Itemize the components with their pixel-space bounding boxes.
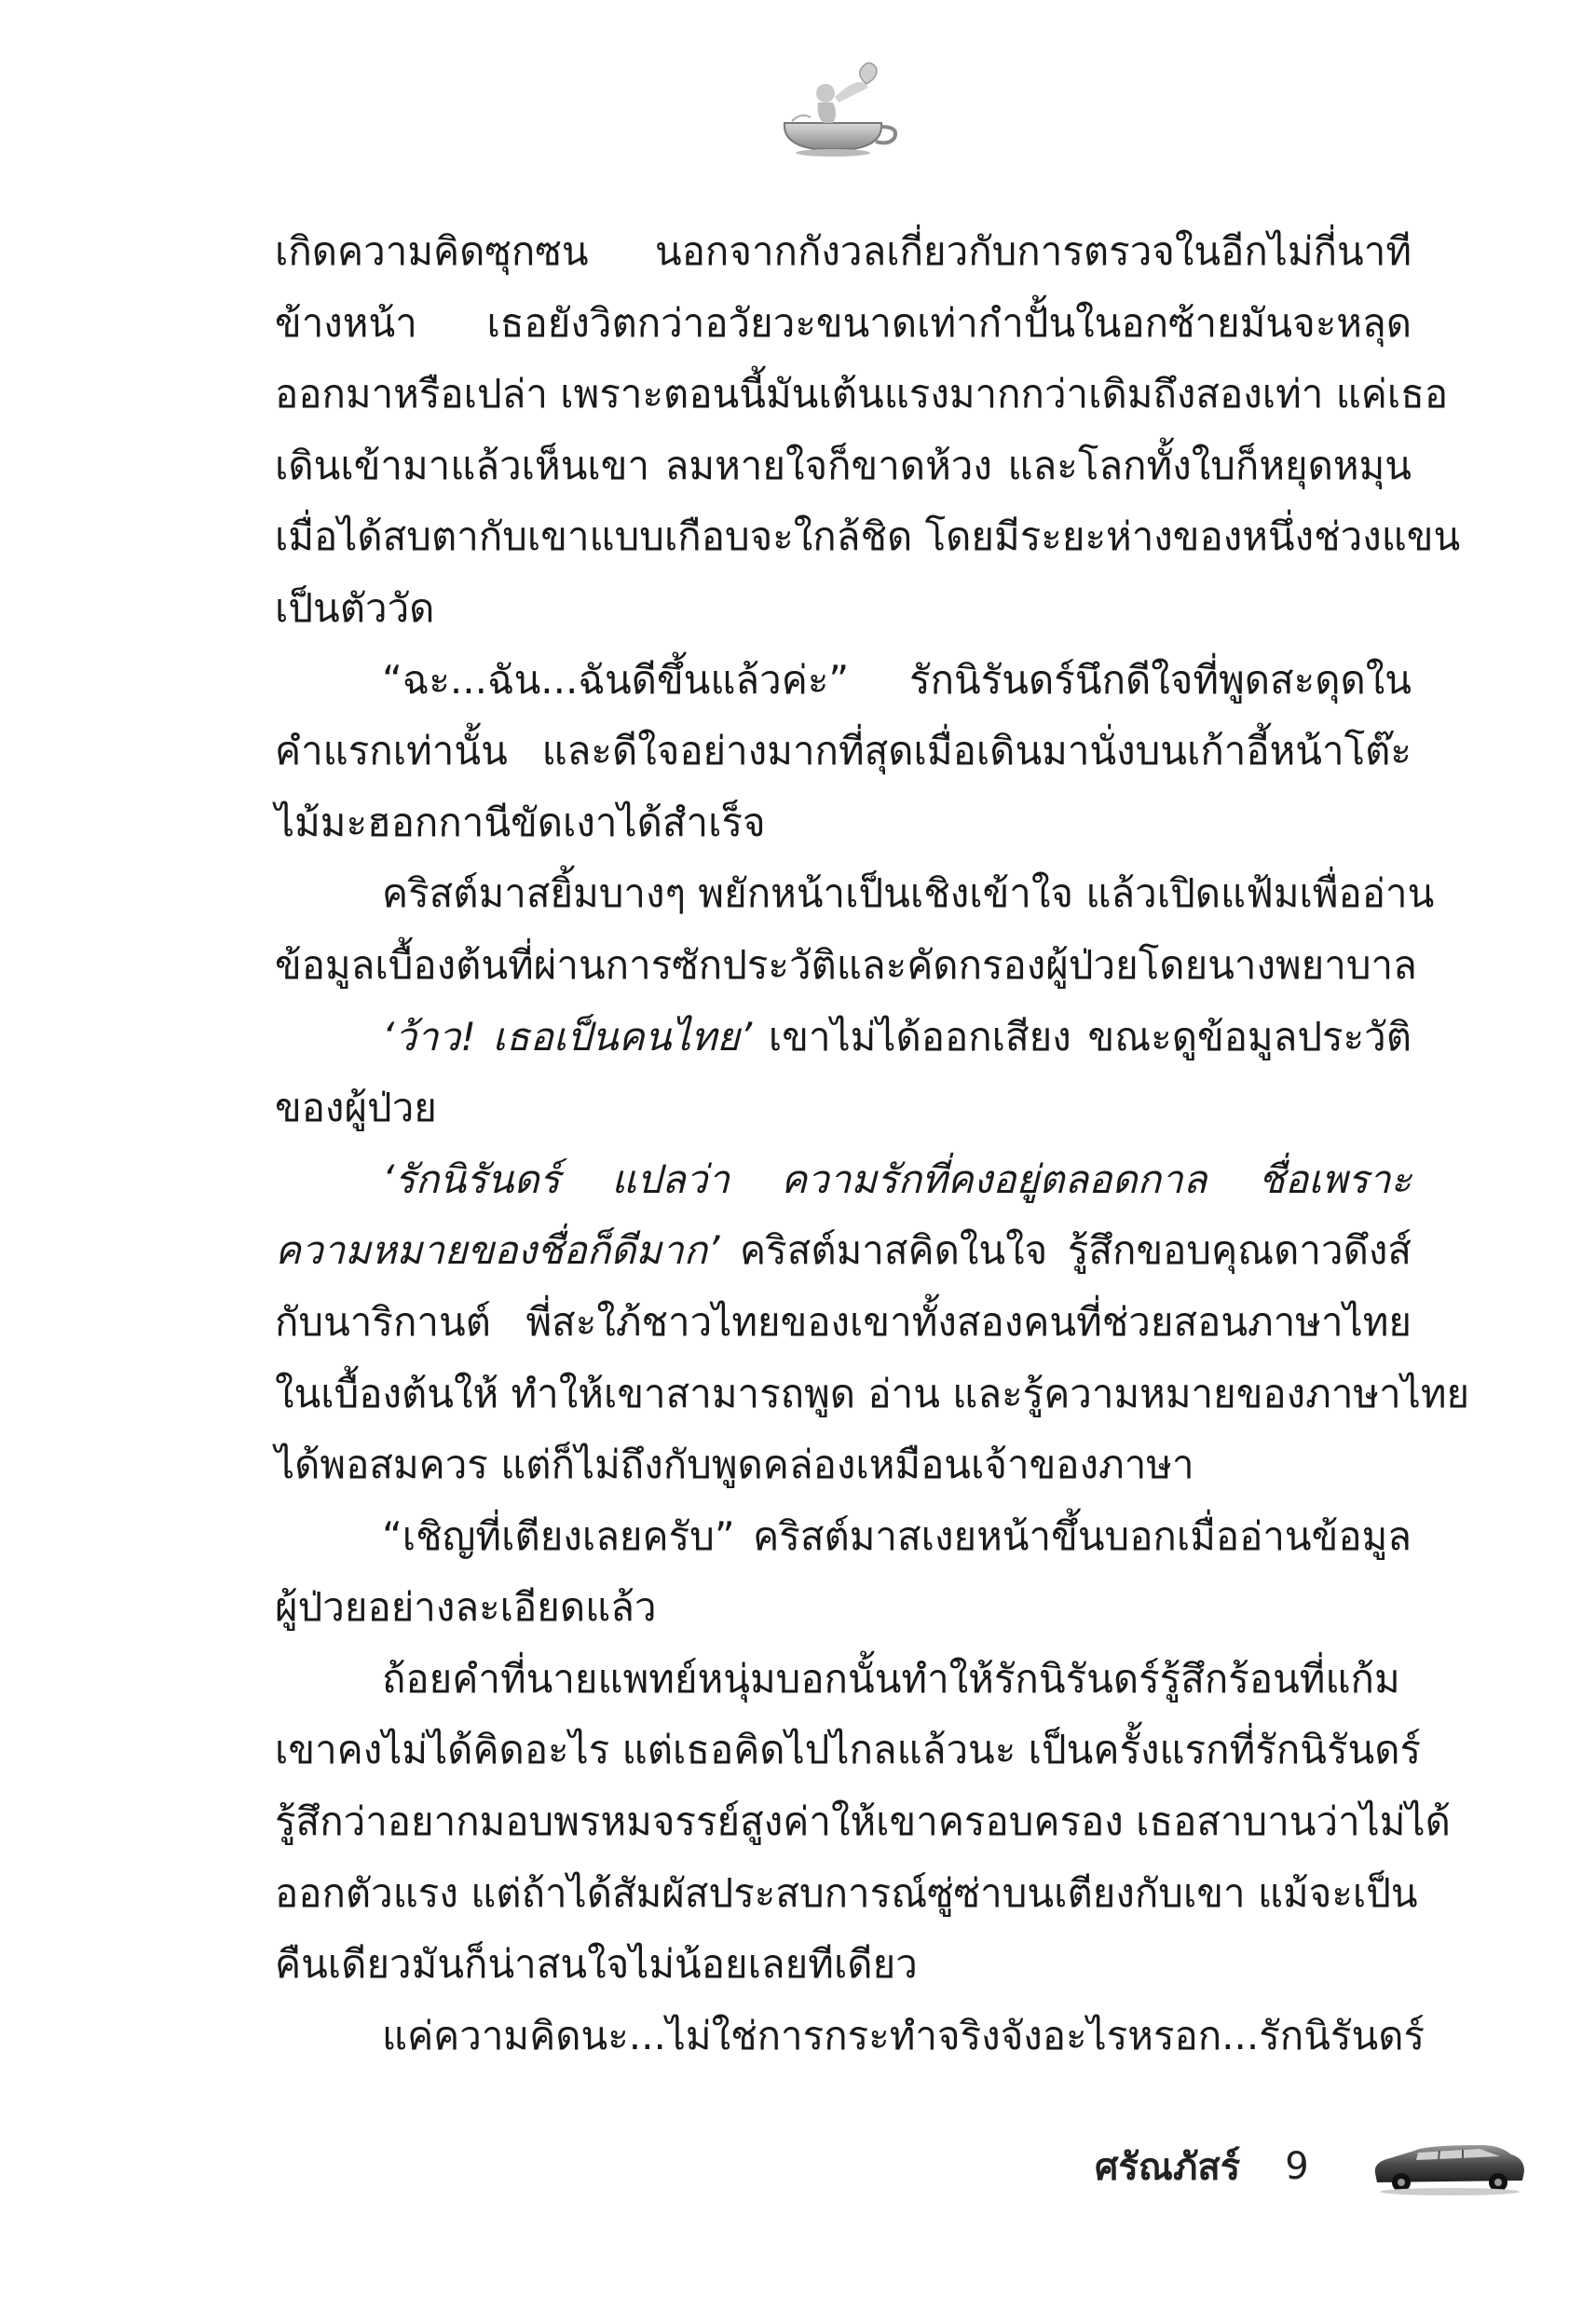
text-line: ของผู้ป่วย	[275, 1085, 437, 1131]
text-line: “ฉะ...ฉัน...ฉันดีขึ้นแล้วค่ะ” รักนิรันดร์นึกดีใจที่พูดสะดุดใน	[382, 656, 1412, 703]
text-line: ถ้อยคำที่นายแพทย์หนุ่มบอกนั้นทำให้รักนิรันดร์รู้สึกร้อนที่แก้ม	[382, 1655, 1400, 1702]
page-number: 9	[1285, 2145, 1309, 2188]
text-line: คริสต์มาสยิ้มบางๆ พยักหน้าเป็นเชิงเข้าใจ แล้วเปิดแฟ้มเพื่ออ่าน	[382, 870, 1435, 917]
text-line: เขาคงไม่ได้คิดอะไร แต่เธอคิดไปไกลแล้วนะ เป็นครั้งแรกที่รักนิรันดร์	[275, 1727, 1422, 1773]
text-line: ได้พอสมควร แต่ก็ไม่ถึงกับพูดคล่องเหมือนเจ้าของภาษา	[275, 1442, 1194, 1488]
text-line: กับนาริกานต์ พี่สะใภ้ชาวไทยของเขาทั้งสองคนที่ช่วยสอนภาษาไทย	[275, 1298, 1412, 1345]
text-line: แค่ความคิดนะ...ไม่ใช่การกระทำจริงจังอะไรหรอก...รักนิรันดร์	[382, 2012, 1425, 2058]
text-line: เมื่อได้สบตากับเขาแบบเกือบจะใกล้ชิด โดยมีระยะห่างของหนึ่งช่วงแขน	[275, 513, 1461, 560]
text-line: รู้สึกว่าอยากมอบพรหมจรรย์สูงค่าให้เขาครอบครอง เธอสาบานว่าไม่ได้	[275, 1798, 1451, 1845]
text-line: คืนเดียวมันก็น่าสนใจไม่น้อยเลยทีเดียว	[275, 1941, 918, 1988]
text-line: เกิดความคิดซุกซน นอกจากกังวลเกี่ยวกับการตรวจในอีกไม่กี่นาที	[275, 228, 1412, 274]
text-line: ไม้มะฮอกกานีขัดเงาได้สำเร็จ	[275, 799, 766, 845]
text-line: ‘ว้าว! เธอเป็นคนไทย’ เขาไม่ได้ออกเสียง ขณะดูข้อมูลประวัติ	[382, 1013, 1412, 1060]
author-name: ศรัณภัสร์	[1095, 2146, 1241, 2189]
text-line: ผู้ป่วยอย่างละเอียดแล้ว	[275, 1584, 657, 1631]
body-text	[275, 216, 1470, 2072]
text-line: ออกมาหรือเปล่า เพราะตอนนี้มันเต้นแรงมากกว่าเดิมถึงสองเท่า แค่เธอ	[275, 371, 1449, 417]
cupid-teacup-ornament-icon	[764, 56, 904, 158]
text-line: “เชิญที่เตียงเลยครับ” คริสต์มาสเงยหน้าขึ้นบอกเมื่ออ่านข้อมูล	[382, 1512, 1412, 1559]
text-line: ออกตัวแรง แต่ถ้าได้สัมผัสประสบการณ์ซู่ซ่าบนเตียงกับเขา แม้จะเป็น	[275, 1869, 1418, 1916]
text-line: เดินเข้ามาแล้วเห็นเขา ลมหายใจก็ขาดห้วง และโลกทั้งใบก็หยุดหมุน	[275, 442, 1412, 488]
text-line: ในเบื้องต้นให้ ทำให้เขาสามารถพูด อ่าน และรู้ความหมายของภาษาไทย	[275, 1370, 1470, 1416]
text-line: ความหมายของชื่อก็ดีมาก’ คริสต์มาสคิดในใจ รู้สึกขอบคุณดาวดึงส์	[275, 1227, 1412, 1274]
limousine-icon	[1370, 2134, 1528, 2199]
text-line: คำแรกเท่านั้น และดีใจอย่างมากที่สุดเมื่อเดินมานั่งบนเก้าอี้หน้าโต๊ะ	[275, 728, 1412, 774]
text-line: ‘รักนิรันดร์ แปลว่า ความรักที่คงอยู่ตลอดกาล ชื่อเพราะ	[382, 1156, 1412, 1202]
text-line: ข้างหน้า เธอยังวิตกว่าอวัยวะขนาดเท่ากำปั้นในอกซ้ายมันจะหลุด	[275, 299, 1412, 346]
page-footer	[1095, 2134, 1309, 2199]
text-line: ข้อมูลเบื้องต้นที่ผ่านการซักประวัติและคัดกรองผู้ป่วยโดยนางพยาบาล	[275, 941, 1417, 988]
text-line: เป็นตัววัด	[275, 584, 435, 631]
